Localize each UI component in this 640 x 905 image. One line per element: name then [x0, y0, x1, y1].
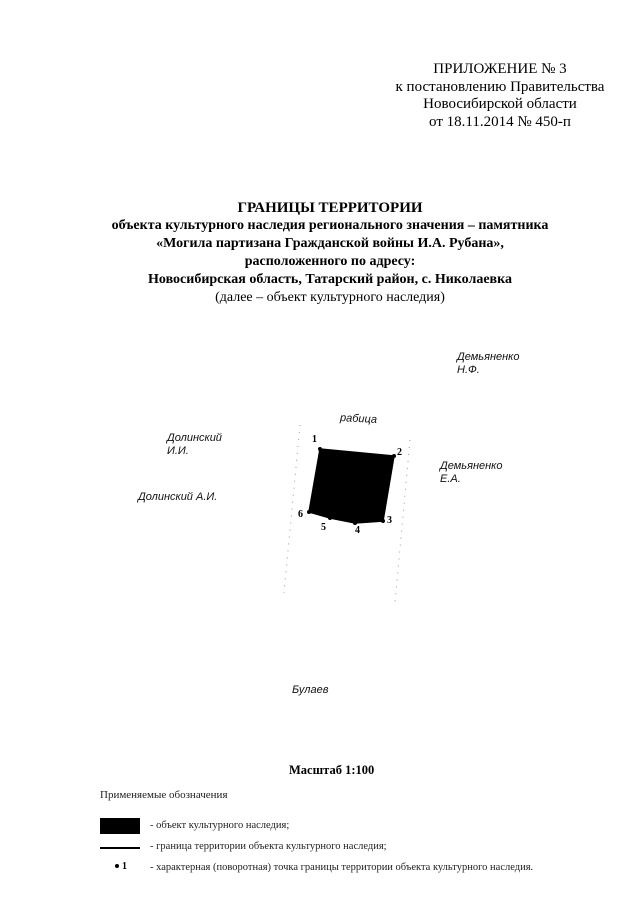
turning-point-2 — [392, 454, 396, 458]
document-title — [30, 199, 630, 307]
legend-object-swatch — [100, 818, 140, 834]
neighbor-initials: Н.Ф. — [457, 364, 480, 376]
neighbor-fence-right — [395, 440, 410, 602]
appendix-header — [395, 61, 605, 131]
neighbor-surname: Демьяненко — [440, 460, 503, 472]
neighbor-initials: И.И. — [167, 445, 189, 457]
fence-label-rabitsa: рабица — [339, 412, 378, 426]
turning-point-5 — [328, 516, 332, 520]
legend-boundary-line — [100, 847, 140, 849]
neighbor-demyanenko-ea — [440, 460, 502, 486]
point-label-6: 6 — [298, 509, 303, 520]
turning-point-6 — [307, 510, 311, 514]
decree-region: Новосибирской области — [423, 96, 577, 112]
title-line-1: объекта культурного наследия регионального значения – памятника — [111, 218, 549, 233]
neighbor-surname: Долинский — [167, 432, 222, 444]
neighbor-demyanenko-nf — [457, 351, 519, 377]
legend-point-sample: 1 — [122, 861, 127, 872]
decree-reference: к постановлению Правительства — [395, 78, 605, 95]
point-label-2: 2 — [397, 447, 402, 458]
neighbor-surname: Демьяненко — [457, 351, 520, 363]
map-scale: Масштаб 1:100 — [289, 763, 375, 777]
legend-point-dot-icon — [115, 864, 119, 868]
turning-point-3 — [381, 519, 385, 523]
neighbor-dolinsky-ii — [167, 432, 222, 458]
turning-point-1 — [318, 447, 322, 451]
neighbor-dolinsky-ai: Долинский А.И. — [138, 491, 218, 503]
point-label-5: 5 — [321, 522, 326, 533]
point-label-4: 4 — [355, 525, 360, 536]
title-line-4: Новосибирская область, Татарский район, с. Николаевка — [148, 272, 512, 287]
title-line-2: «Могила партизана Гражданской войны И.А. Рубана», — [156, 236, 504, 251]
title-note: (далее – объект культурного наследия) — [215, 290, 445, 305]
decree-date-number: от 18.11.2014 № 450-п — [429, 113, 571, 130]
legend-point-text: - характерная (поворотная) точка границы территории объекта культурного наследия. — [150, 862, 534, 873]
boundary-map — [270, 415, 430, 610]
legend-boundary-text: - граница территории объекта культурного наследия; — [150, 841, 387, 852]
title-heading: ГРАНИЦЫ ТЕРРИТОРИИ — [237, 200, 423, 216]
heritage-object-area — [309, 449, 394, 523]
neighbor-bulaev: Булаев — [292, 684, 329, 696]
point-label-3: 3 — [387, 515, 392, 526]
legend-heading: Применяемые обозначения — [100, 789, 228, 801]
appendix-number: ПРИЛОЖЕНИЕ № 3 — [433, 61, 567, 77]
legend-object-text: - объект культурного наследия; — [150, 820, 290, 831]
title-line-3: расположенного по адресу: — [244, 254, 416, 269]
point-label-1: 1 — [312, 434, 317, 445]
neighbor-initials: Е.А. — [440, 473, 461, 485]
